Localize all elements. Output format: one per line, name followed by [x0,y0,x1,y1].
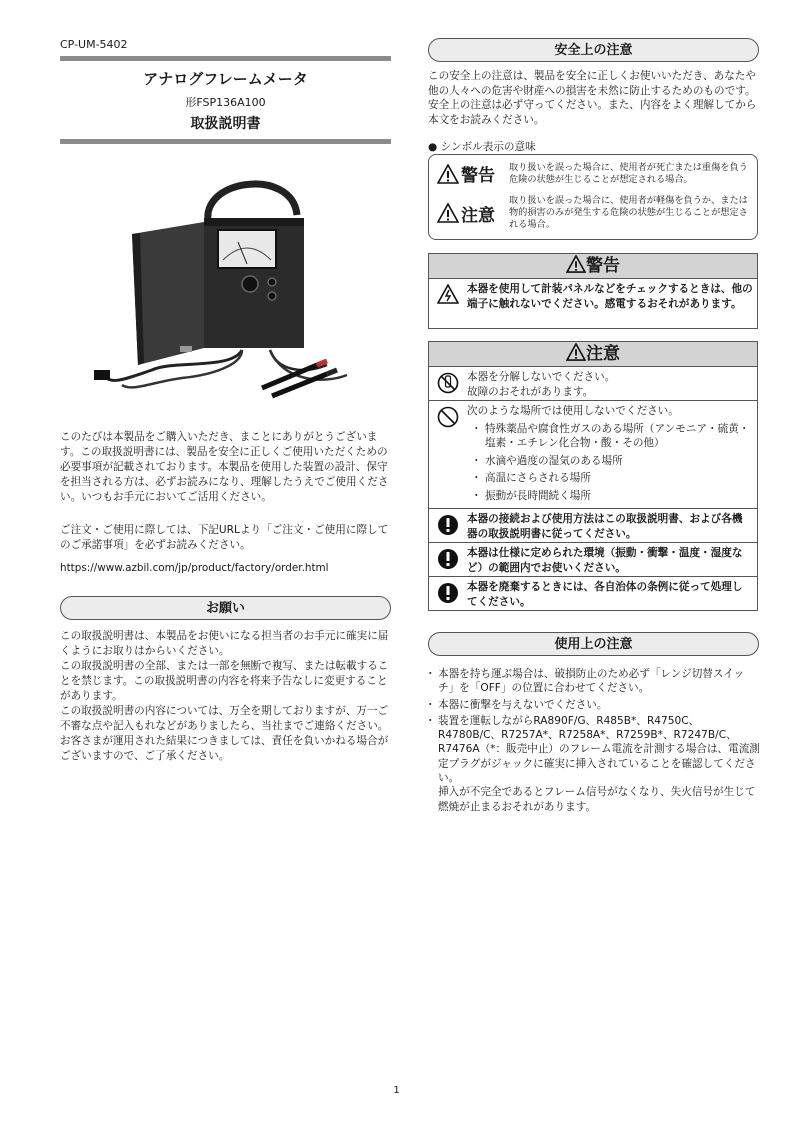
intro-paragraph-2: ご注文・ご使用に際しては、下記URLより「ご注文・ご使用に際してのご承諾事項」を必ずお読みください。 [60,524,389,551]
warning-legend-row [437,161,749,186]
no-disassembly-icon [437,372,459,394]
manual-subtitle: 取扱説明書 [190,116,261,132]
symbol-heading: ● シンボル表示の意味 [428,141,536,153]
caution-section-header [428,341,758,367]
usage-item: ・ 装置を運転しながらRA890F/G、R485B*、R4750C、R4780B/C、R7257A*、R7258A*、R7259B*、R7247B/C、R7476A（*：販売中止）のフレーム電流を計測する場合は、電流測定プラグがジャックに確実に挿入されていることを確認してください。 [428,714,760,785]
mandatory-icon [437,548,459,570]
request-line: この取扱説明書の内容については、万全を期しておりますが、万一ご不審な点や記入もれなどがありましたら、当社までご連絡ください。 [60,705,389,732]
caution-item-locations [428,401,758,509]
mandatory-icon [437,582,459,604]
order-url-link[interactable]: https://www.azbil.com/jp/product/factory/order.html [60,562,329,574]
usage-list [428,667,760,814]
caution-item-text: 本器は仕様に定められた環境（振動・衝撃・温度・湿度など）の範囲内でお使いください。 [467,547,743,574]
caution-triangle-icon [566,343,586,361]
caution-item-usage [428,509,758,543]
caution-item-text: 次のような場所では使用しないでください。 [467,405,679,417]
warning-label: 警告 [461,166,495,186]
request-body [60,629,390,764]
prohibited-icon [437,406,459,428]
location-bullet: ・ 水滴や過度の湿気のある場所 [467,454,753,469]
caution-item-text: 故障のおそれがあります。 [467,385,594,398]
product-model: 形FSP136A100 [185,96,266,109]
request-line: この取扱説明書の全部、または一部を無断で複写、または転載することを禁じます。この取扱説明書の内容を将来予告なしに変更することがあります。 [60,660,389,702]
request-line: お客さまが運用された結果につきましては、責任を負いかねる場合がございますので、ご了承ください。 [60,735,389,762]
warning-item-text: 本器を使用して計装パネルなどをチェックするときは、他の端子に触れないでください。感電するおそれがあります。 [467,283,753,310]
page-number: 1 [393,1085,400,1096]
caution-item-environment [428,543,758,577]
caution-triangle-icon [437,203,459,223]
product-photo [92,170,364,402]
location-bullet: ・ 振動が長時間続く場所 [467,489,753,504]
usage-item: ・ 本器に衝撃を与えないでください。 [428,698,760,712]
request-line: この取扱説明書は、本製品をお使いになる担当者のお手元に確実に届くようにお取りはからいください。 [60,630,389,657]
caution-item-disassembly [428,367,758,401]
warning-triangle-icon [566,255,586,273]
safety-intro: この安全上の注意は、製品を安全に正しくお使いいただき、あなたや他の人々への危害や財産への損害を未然に防止するためのものです。安全上の注意は必ず守ってください。また、内容をよく理解してから本文をお読みください。 [428,70,757,126]
usage-note: 挿入が不完全であるとフレーム信号がなくなり、失火信号が生じて燃焼が止まるおそれがあります。 [438,786,756,813]
location-bullet: ・ 特殊薬品や腐食性ガスのある場所（アンモニア・硫黄・塩素・エチレン化合物・酸・その他） [467,422,753,451]
intro-paragraph-1: このたびは本製品をご購入いただき、まことにありがとうございます。この取扱説明書には、製品を安全に正しくご使用いただくための必要事項が記載されております。本製品を使用した装置の設計、保守を担当される方は、必ずお読みになり、理解したうえでご使用ください。いつもお手元においてご活用ください。 [60,431,389,503]
warning-section-header [428,253,758,279]
caution-item-text: 本器を分解しないでください。 [467,371,616,383]
usage-header: 使用上の注意 [428,632,759,656]
warning-item [428,279,758,329]
caution-item-text: 本器の接続および使用方法はこの取扱説明書、および各機器の取扱説明書に従ってください。 [467,513,743,540]
request-header: お願い [60,596,391,620]
caution-section-title: 注意 [586,344,620,364]
header-rule-top [60,56,391,61]
caution-legend-row [437,195,749,231]
caution-item-disposal [428,577,758,611]
warning-section-title: 警告 [586,256,620,276]
location-bullet: ・ 高温にさらされる場所 [467,471,753,486]
header-rule-bottom [60,139,391,144]
usage-item: ・ 本器を持ち運ぶ場合は、破損防止のため必ず「レンジ切替スイッチ」を「OFF」の位置に合わせてください。 [428,667,760,696]
caution-label: 注意 [461,205,495,226]
safety-header: 安全上の注意 [428,38,759,62]
mandatory-icon [437,514,459,536]
symbol-legend-box [428,154,758,240]
caution-definition: 取り扱いを誤った場合に、使用者が軽傷を負うか、または物的損害のみが発生する危険の状態が生じることが想定される場合。 [509,195,748,230]
product-title: アナログフレームメータ [143,70,308,88]
warning-triangle-icon [437,164,459,184]
caution-item-text: 本器を廃棄するときには、各自治体の条例に従って処理してください。 [467,581,743,608]
document-code: CP-UM-5402 [60,38,128,51]
warning-definition: 取り扱いを誤った場合に、使用者が死亡または重傷を負う危険の状態が生じることが想定される場合。 [509,161,748,185]
electric-shock-icon [437,284,459,304]
